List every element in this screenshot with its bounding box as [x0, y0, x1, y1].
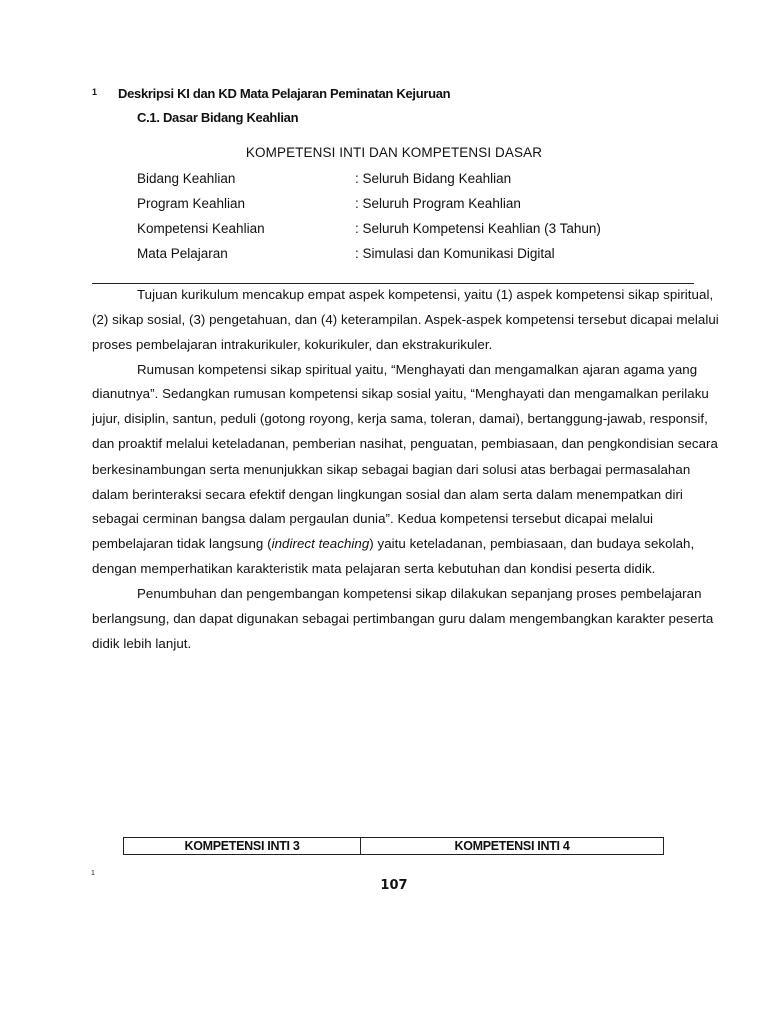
paragraph-line: jujur, disiplin, santun, peduli (gotong royong, kerja sama, toleran, damai), bertanggung-jawab, responsif, — [92, 411, 708, 426]
paragraph-line: sebagai cerminan bangsa dalam pergaulan dunia”. Kedua kompetensi tersebut dicapai melalui — [92, 511, 654, 526]
paragraph-line: Penumbuhan dan pengembangan kompetensi sikap dilakukan sepanjang proses pembelajaran — [137, 586, 702, 601]
text-run: pembelajaran tidak langsung ( — [92, 536, 272, 551]
info-value: : Simulasi dan Komunikasi Digital — [355, 246, 555, 261]
paragraph-line: (2) sikap sosial, (3) pengetahuan, dan (4) keterampilan. Aspek-aspek kompetensi tersebut dicapai melalui — [92, 312, 719, 327]
info-value: : Seluruh Kompetensi Keahlian (3 Tahun) — [355, 221, 601, 236]
page-number: 107 — [380, 878, 408, 893]
info-label: Program Keahlian — [137, 196, 246, 211]
paragraph-line: dalam berinteraksi secara efektif dengan lingkungan sosial dan alam serta dalam menempatkan diri — [92, 487, 683, 502]
paragraph-line: didik lebih lanjut. — [92, 636, 192, 651]
info-value: : Seluruh Program Keahlian — [355, 196, 521, 211]
ki-table-header — [123, 837, 664, 855]
paragraph-line — [92, 536, 694, 551]
section-heading: Deskripsi KI dan KD Mata Pelajaran Peminatan Kejuruan — [118, 86, 451, 101]
text-run: ) yaitu keteladanan, pembiasaan, dan budaya sekolah, — [369, 536, 695, 551]
italic-term: indirect teaching — [271, 536, 370, 551]
table-header-ki4: KOMPETENSI INTI 4 — [454, 839, 570, 853]
footnote-marker: 1 — [92, 87, 98, 97]
info-label: Kompetensi Keahlian — [137, 221, 265, 236]
paragraph-line: dianutnya”. Sedangkan rumusan kompetensi sikap sosial yaitu, “Menghayati dan mengamalkan perilaku — [92, 386, 709, 401]
paragraph-line: berkesinambungan serta menunjukkan sikap sebagai bagian dari solusi atas berbagai permasalahan — [92, 462, 691, 477]
document-title: KOMPETENSI INTI DAN KOMPETENSI DASAR — [245, 145, 543, 160]
table-header-ki3: KOMPETENSI INTI 3 — [124, 838, 361, 854]
paragraph-line: Rumusan kompetensi sikap spiritual yaitu, “Menghayati dan mengamalkan ajaran agama yang — [137, 362, 698, 377]
paragraph-line: dan proaktif melalui keteladanan, pemberian nasihat, penguatan, pembiasaan, dan pengkondisian secara — [92, 436, 718, 451]
paragraph-line: proses pembelajaran intrakurikuler, kokurikuler, dan ekstrakurikuler. — [92, 337, 493, 352]
paragraph-line: dengan memperhatikan karakteristik mata pelajaran serta kebutuhan dan kondisi peserta didik. — [92, 561, 656, 576]
info-value: : Seluruh Bidang Keahlian — [355, 171, 512, 186]
subsection-heading: C.1. Dasar Bidang Keahlian — [137, 110, 299, 125]
paragraph-line: Tujuan kurikulum mencakup empat aspek kompetensi, yaitu (1) aspek kompetensi sikap spiritual, — [137, 287, 714, 302]
info-label: Bidang Keahlian — [137, 171, 236, 186]
footnote-text: 1 — [91, 870, 95, 877]
horizontal-rule — [92, 283, 694, 284]
info-label: Mata Pelajaran — [137, 246, 228, 261]
paragraph-line: berlangsung, dan dapat digunakan sebagai pertimbangan guru dalam mengembangkan karakter peserta — [92, 611, 714, 626]
